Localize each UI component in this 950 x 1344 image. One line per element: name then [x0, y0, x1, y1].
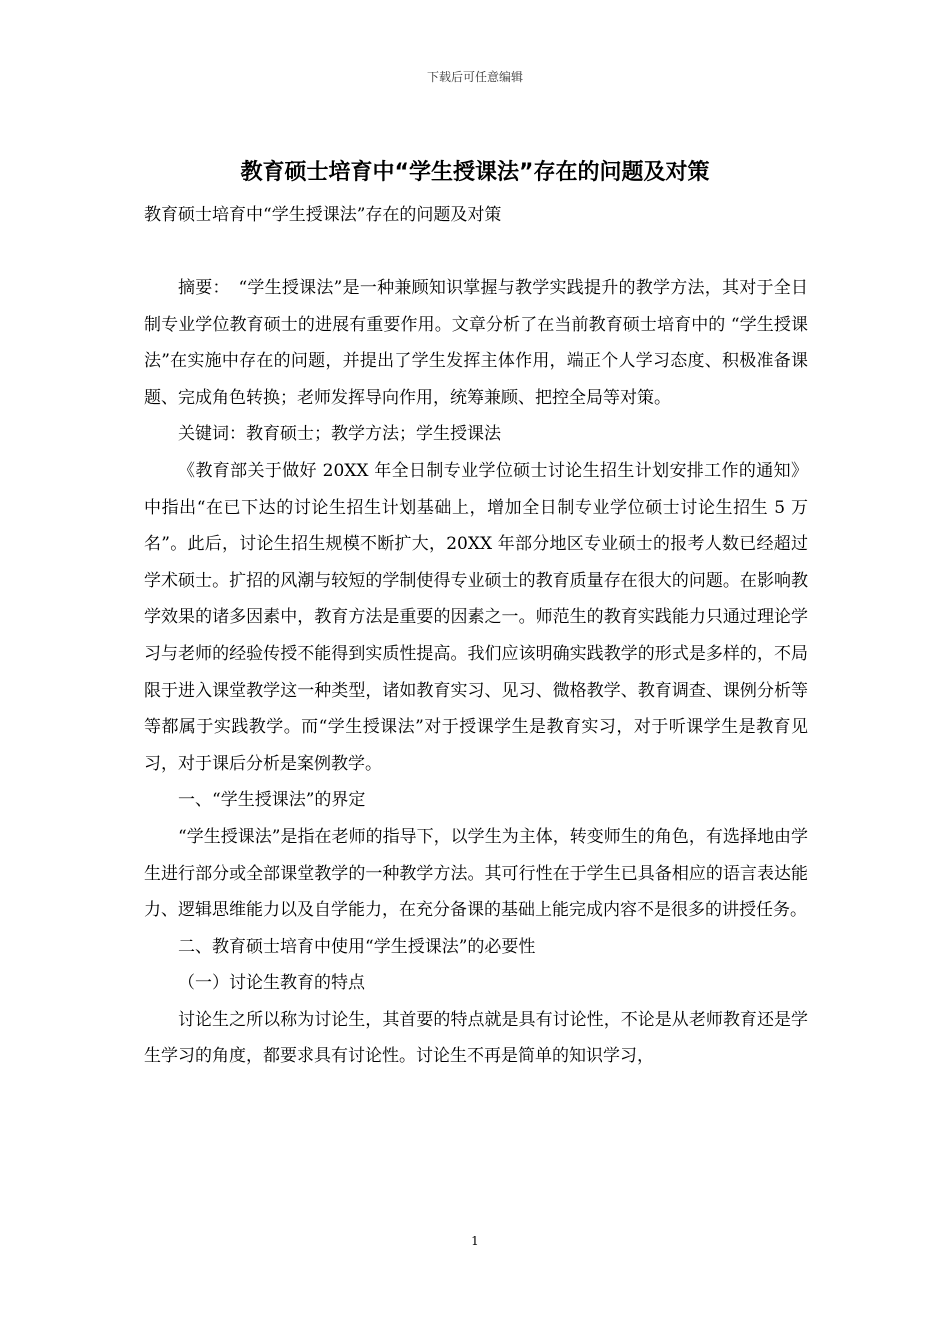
body-paragraph: 讨论生之所以称为讨论生，其首要的特点就是具有讨论性，不论是从老师教育还是学生学习的角度，都要求具有讨论性。讨论生不再是简单的知识学习， — [144, 1009, 808, 1067]
document-subtitle: 教育硕士培育中“学生授课法”存在的问题及对策 — [144, 205, 502, 225]
page-number: 1 — [471, 1234, 479, 1248]
body-paragraph: 《教育部关于做好 20XX 年全日制专业学位硕士讨论生招生计划安排工作的通知》中指出“在已下达的讨论生招生计划基础上，增加全日制专业学位硕士讨论生招生 5 万名”。此后，讨论生招生规模不断扩大，20XX 年部分地区专业硕士的报考人数已经超过学术硕士。扩招的风潮与较短的学制使得专业硕士的教育质量存在很大的问题。在影响教学效果的诸多因素中，教育方法是重要的因素之一。师范生的教育实践能力只通过理论学习与老师的经验传授不能得到实质性提高。我们应该明确实践教学的形式是多样的，不局限于进入课堂教学这一种类型，诸如教育实习、见习、微格教学、教育调查、课例分析等等都属于实践教学。而“学生授课法”对于授课学生是教育实习，对于听课学生是教育见习，对于课后分析是案例教学。 — [144, 460, 808, 774]
document-title: 教育硕士培育中“学生授课法”存在的问题及对策 — [240, 160, 710, 185]
body-text — [144, 270, 808, 1075]
section-heading: 二、教育硕士培育中使用“学生授课法”的必要性 — [178, 936, 536, 957]
body-paragraph: “学生授课法”是指在老师的指导下，以学生为主体，转变师生的角色，有选择地由学生进行部分或全部课堂教学的一种教学方法。其可行性在于学生已具备相应的语言表达能力、逻辑思维能力以及自学能力，在充分备课的基础上能完成内容不是很多的讲授任务。 — [144, 826, 808, 921]
keywords-paragraph: 关键词：教育硕士；教学方法；学生授课法 — [178, 424, 501, 445]
abstract-paragraph: 摘要： “学生授课法”是一种兼顾知识掌握与教学实践提升的教学方法，其对于全日制专业学位教育硕士的进展有重要作用。文章分析了在当前教育硕士培育中的 “学生授课法”在实施中存在的问题，并提出了学生发挥主体作用，端正个人学习态度、积极准备课题、完成角色转换；老师发挥导向作用，统筹兼顾、把控全局等对策。 — [144, 278, 808, 408]
subsection-heading: （一）讨论生教育的特点 — [178, 973, 365, 994]
section-heading: 一、“学生授课法”的界定 — [178, 790, 366, 811]
header-note: 下载后可任意编辑 — [426, 70, 523, 84]
